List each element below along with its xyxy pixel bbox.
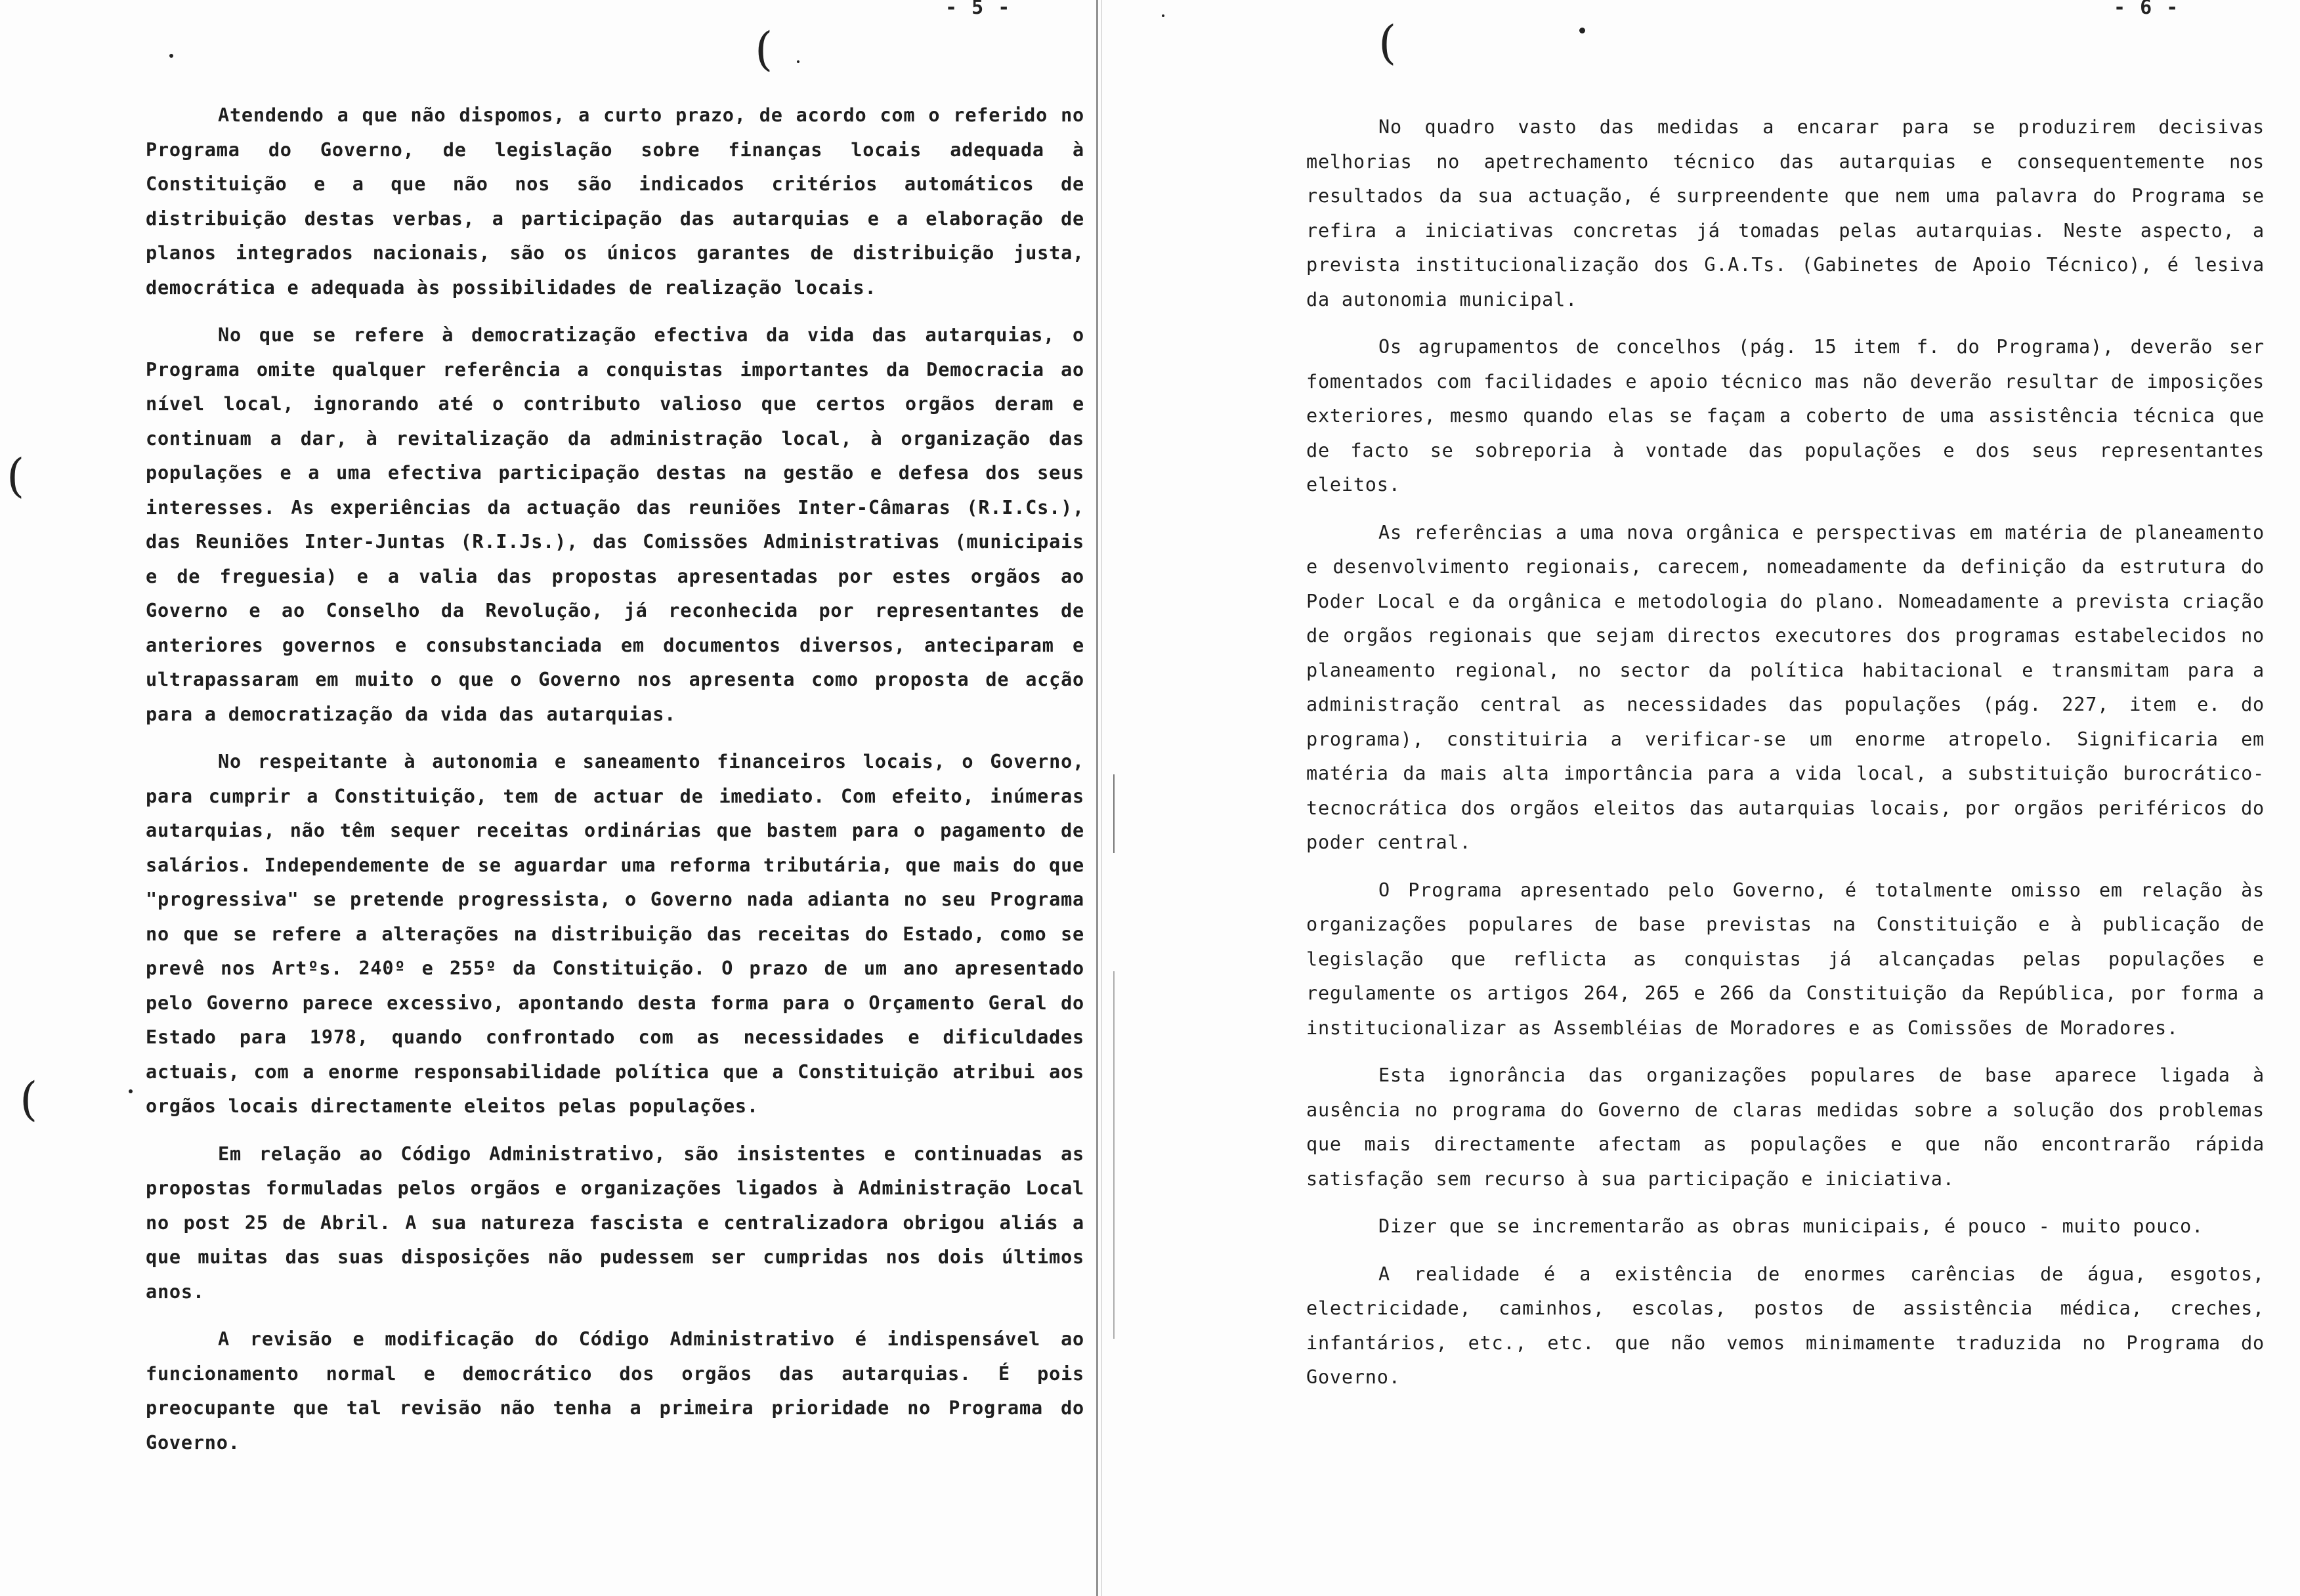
scan-speck xyxy=(1579,28,1585,33)
punch-hole-mark-icon: ( xyxy=(7,449,25,503)
paragraph: A realidade é a existência de enormes carências de água, esgotos, electricidade, caminhos, escolas, postos de assistência médica, creches, infantários, etc., etc. que não vemos minimamente traduzida no Programa do Governo. xyxy=(1306,1263,2265,1388)
scan-edge-marks xyxy=(1113,774,1115,853)
punch-hole-mark-icon: ( xyxy=(755,22,773,76)
left-page xyxy=(0,0,1103,1596)
scan-speck xyxy=(797,60,799,63)
page-number-left: - 5 - xyxy=(945,0,1012,19)
page-number-right: - 6 - xyxy=(2114,0,2180,19)
paragraph: Dizer que se incrementarão as obras municipais, é pouco - muito pouco. xyxy=(1378,1215,2204,1237)
scan-edge-marks xyxy=(1113,971,1115,1339)
punch-hole-mark-icon: ( xyxy=(20,1072,38,1126)
paragraph: As referências a uma nova orgânica e perspectivas em matéria de planeamento e desenvolvimento regionais, carecem, nomeadamente da definição da estrutura do Poder Local e da orgânica e metodologia do plano. Nomeadamente a prevista criação de orgãos regionais que sejam directos executores dos programas estabelecidos no planeamento regional, no sector da política habitacional e transmitam para a administração central as necessidades das populações (pág. 227, item e. do programa), constituiria a verificar-se um enorme atropelo. Significaria em matéria da mais alta importância para a vida local, a substituição burocrático-tecnocrática dos orgãos eleitos das autarquias locais, por orgãos periféricos do poder central. xyxy=(1306,521,2265,853)
paragraph: O Programa apresentado pelo Governo, é totalmente omisso em relação às organizações populares de base previstas na Constituição e à publicação de legislação que reflicta as conquistas já alcançadas pelas populações e regulamente os artigos 264, 265 e 266 da Constituição da República, por forma a institucionalizar as Assembléias de Moradores e as Comissões de Moradores. xyxy=(1306,879,2265,1039)
paragraph: Atendendo a que não dispomos, a curto prazo, de acordo com o referido no Programa do Governo, de legislação sobre finanças locais adequada à Constituição e a que não nos são indicados critérios automáticos de distribuição destas verbas, a participação das autarquias e a elaboração de planos integrados nacionais, são os únicos garantes de distribuição justa, democrática e adequada às possibilidades de realização locais. xyxy=(146,104,1084,299)
punch-hole-mark-icon: ( xyxy=(1378,16,1397,70)
scan-speck xyxy=(1162,14,1164,17)
scan-speck xyxy=(129,1089,133,1093)
paragraph: Esta ignorância das organizações populares de base aparece ligada à ausência no programa do Governo de claras medidas sobre a solução dos problemas que mais directamente afectam as populações e que não encontrarão rápida satisfação sem recurso à sua participação e iniciativa. xyxy=(1306,1064,2265,1190)
paragraph: Os agrupamentos de concelhos (pág. 15 item f. do Programa), deverão ser fomentados com facilidades e apoio técnico mas não deverão resultar de imposições exteriores, mesmo quando elas se façam a coberto de uma assistência técnica que de facto se sobreporia à vontade das populações e dos seus representantes eleitos. xyxy=(1306,336,2265,495)
paragraph: A revisão e modificação do Código Administrativo é indispensável ao funcionamento normal e democrático dos orgãos das autarquias. É pois preocupante que tal revisão não tenha a primeira prioridade no Programa do Governo. xyxy=(146,1328,1084,1454)
left-page-body xyxy=(146,98,1084,1473)
scan-speck xyxy=(169,54,173,58)
paragraph: No quadro vasto das medidas a encarar para se produzirem decisivas melhorias no apetrechamento técnico das autarquias e consequentemente nos resultados da sua actuação, é surpreendente que nem uma palavra do Programa se refira a iniciativas concretas já tomadas pelas autarquias. Neste aspecto, a prevista institucionalização dos G.A.Ts. (Gabinetes de Apoio Técnico), é lesiva da autonomia municipal. xyxy=(1306,116,2265,310)
paragraph: Em relação ao Código Administrativo, são insistentes e continuadas as propostas formuladas pelos orgãos e organizações ligados à Administração Local no post 25 de Abril. A sua natureza fascista e centralizadora obrigou aliás a que muitas das suas disposições não pudessem ser cumpridas nos dois últimos anos. xyxy=(146,1143,1084,1303)
right-page-body xyxy=(1306,110,2265,1408)
paragraph: No respeitante à autonomia e saneamento financeiros locais, o Governo, para cumprir a Constituição, tem de actuar de imediato. Com efeito, inúmeras autarquias, não têm sequer receitas ordinárias que bastem para o pagamento de salários. Independemente de se aguardar uma reforma tributária, que mais do que "progressiva" se pretende progressista, o Governo nada adianta no seu Programa no que se refere a alterações na distribuição das receitas do Estado, como se prevê nos Artºs. 240º e 255º da Constituição. O prazo de um ano apresentado pelo Governo parece excessivo, apontando desta forma para o Orçamento Geral do Estado para 1978, quando confrontado com as necessidades e dificuldades actuais, com a enorme responsabilidade política que a Constituição atribui aos orgãos locais directamente eleitos pelas populações. xyxy=(146,751,1084,1117)
paragraph: No que se refere à democratização efectiva da vida das autarquias, o Programa omite qualquer referência a conquistas importantes da Democracia ao nível local, ignorando até o contributo valioso que certos orgãos deram e continuam a dar, à revitalização da administração local, à organização das populações e a uma efectiva participação destas na gestão e defesa dos seus interesses. As experiências da actuação das reuniões Inter-Câmaras (R.I.Cs.), das Reuniões Inter-Juntas (R.I.Js.), das Comissões Administrativas (municipais e de freguesia) e a valia das propostas apresentadas por estes orgãos ao Governo e ao Conselho da Revolução, já reconhecida por representantes de anteriores governos e consubstanciada em documentos diversos, anteciparam e ultrapassaram em muito o que o Governo nos apresenta como proposta de acção para a democratização da vida das autarquias. xyxy=(146,324,1084,725)
